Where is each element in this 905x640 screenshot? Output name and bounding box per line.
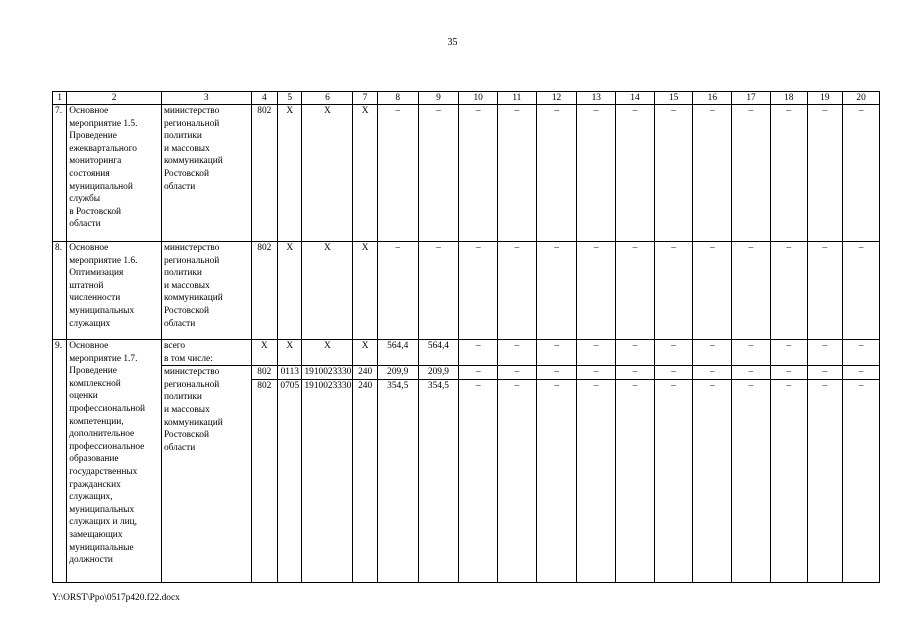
header-cell: 8 [377,92,418,105]
cell-c8: 354,5 [377,379,418,582]
cell-c19: – [807,105,843,242]
cell-c18: – [770,366,807,380]
cell-c5: 0705 [278,379,302,582]
cell-c9: 564,4 [418,340,459,366]
table-row [53,366,880,380]
page-number: 35 [447,37,458,48]
header-cell: 15 [654,92,693,105]
header-cell: 17 [732,92,771,105]
header-cell: 13 [577,92,616,105]
cell-c13: – [577,242,616,340]
header-cell: 20 [843,92,880,105]
cell-c12: – [536,242,577,340]
cell-c18: – [770,340,807,366]
cell-c20: – [843,379,880,582]
cell-c17: – [732,366,771,380]
cell-c7: 240 [353,366,377,380]
cell-c4: 802 [251,366,277,380]
cell-c18: – [770,105,807,242]
cell-c10: – [459,340,498,366]
cell-c19: – [807,340,843,366]
cell-c5: Х [278,105,302,242]
cell-c9: – [418,242,459,340]
cell-c20: – [843,340,880,366]
executor: министерство региональной политики и массовых коммуникаций Ростовской области [161,366,251,583]
header-cell: 5 [278,92,302,105]
cell-c12: – [536,379,577,582]
cell-c11: – [498,105,537,242]
cell-c15: – [654,366,693,380]
table-row [53,105,880,242]
cell-c15: – [654,379,693,582]
executor: министерство региональной политики и массовых коммуникаций Ростовской области [161,105,251,242]
cell-c14: – [616,105,655,242]
cell-c10: – [459,366,498,380]
header-cell: 3 [161,92,251,105]
cell-c5: Х [278,242,302,340]
cell-c11: – [498,366,537,380]
header-cell: 14 [616,92,655,105]
activity-name: Основное мероприятие 1.7. Проведение комплексной оценки профессиональной компетенции, дополнительное профессиональное образование государственных гражданских служащих, муниципальных служащих и лиц, замещающих муниципальные должности [67,340,162,583]
cell-c17: – [732,242,771,340]
cell-c12: – [536,366,577,380]
cell-c12: – [536,340,577,366]
header-cell: 12 [536,92,577,105]
header-cell: 18 [770,92,807,105]
cell-c6: Х [302,242,353,340]
cell-c8: 209,9 [377,366,418,380]
cell-c17: – [732,105,771,242]
cell-c8: 564,4 [377,340,418,366]
cell-c7: Х [353,105,377,242]
cell-c6: Х [302,340,353,366]
header-cell: 11 [498,92,537,105]
header-cell: 4 [251,92,277,105]
column-number-header [53,92,880,105]
header-cell: 16 [693,92,732,105]
cell-c13: – [577,340,616,366]
cell-c16: – [693,242,732,340]
cell-c15: – [654,242,693,340]
cell-c14: – [616,242,655,340]
cell-c18: – [770,379,807,582]
cell-c4: 802 [251,105,277,242]
cell-c8: – [377,105,418,242]
row-number: 9. [53,340,67,583]
cell-c20: – [843,242,880,340]
cell-c6: 1910023330 [302,366,353,380]
cell-c13: – [577,379,616,582]
table-row [53,242,880,340]
row-number: 7. [53,105,67,242]
cell-c11: – [498,242,537,340]
cell-c10: – [459,242,498,340]
header-cell: 1 [53,92,67,105]
cell-c14: – [616,366,655,380]
executor-total: всего в том числе: [161,340,251,366]
cell-c5: Х [278,340,302,366]
header-cell: 10 [459,92,498,105]
cell-c17: – [732,340,771,366]
cell-c9: 354,5 [418,379,459,582]
cell-c8: – [377,242,418,340]
cell-c16: – [693,340,732,366]
header-cell: 7 [353,92,377,105]
cell-c18: – [770,242,807,340]
activity-name: Основное мероприятие 1.6. Оптимизация штатной численности муниципальных служащих [67,242,162,340]
cell-c7: Х [353,340,377,366]
header-cell: 19 [807,92,843,105]
cell-c7: 240 [353,379,377,582]
cell-c9: – [418,105,459,242]
cell-c16: – [693,366,732,380]
cell-c10: – [459,379,498,582]
cell-c7: Х [353,242,377,340]
table-row [53,340,880,366]
cell-c19: – [807,366,843,380]
cell-c20: – [843,366,880,380]
cell-c11: – [498,340,537,366]
cell-c9: 209,9 [418,366,459,380]
cell-c15: – [654,340,693,366]
cell-c16: – [693,105,732,242]
cell-c15: – [654,105,693,242]
cell-c20: – [843,105,880,242]
cell-c13: – [577,105,616,242]
cell-c6: 1910023330 [302,379,353,582]
cell-c6: Х [302,105,353,242]
cell-c19: – [807,379,843,582]
cell-c16: – [693,379,732,582]
cell-c10: – [459,105,498,242]
row-number: 8. [53,242,67,340]
program-table [52,91,880,583]
cell-c14: – [616,340,655,366]
file-path-footer: Y:\ORST\Ppo\0517p420.f22.docx [52,593,180,603]
executor: министерство региональной политики и массовых коммуникаций Ростовской области [161,242,251,340]
cell-c19: – [807,242,843,340]
cell-c11: – [498,379,537,582]
cell-c14: – [616,379,655,582]
cell-c12: – [536,105,577,242]
cell-c4: Х [251,340,277,366]
header-cell: 9 [418,92,459,105]
cell-c17: – [732,379,771,582]
cell-c5: 0113 [278,366,302,380]
header-cell: 2 [67,92,162,105]
cell-c4: 802 [251,242,277,340]
activity-name: Основное мероприятие 1.5. Проведение ежеквартального мониторинга состояния муниципальной службы в Ростовской области [67,105,162,242]
cell-c13: – [577,366,616,380]
cell-c4: 802 [251,379,277,582]
header-cell: 6 [302,92,353,105]
